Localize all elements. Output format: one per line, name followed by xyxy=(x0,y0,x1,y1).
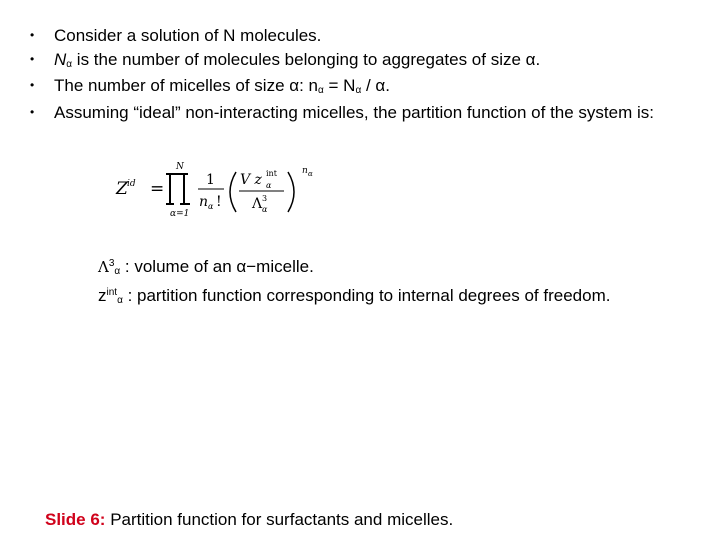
eq-frac-den-sub: α xyxy=(208,202,214,211)
bullet-symbol: N xyxy=(54,49,67,69)
def-sup: 3 xyxy=(108,258,115,269)
def-symbol: Λ xyxy=(98,258,109,276)
def-sup: int xyxy=(106,287,118,298)
bullet-dot: • xyxy=(30,51,35,66)
bullet-item xyxy=(24,24,704,48)
eq-equals: = xyxy=(150,179,165,199)
bullet-text: is the number of molecules belonging to aggregates of size α. xyxy=(72,49,541,69)
eq-inner-den-sup: 3 xyxy=(262,194,268,203)
def-text: : volume of an α−micelle. xyxy=(120,257,314,276)
bullet-text: The number of micelles of size α: n xyxy=(54,76,318,95)
bullet-text-tail: = N xyxy=(323,76,356,95)
eq-exponent: n xyxy=(302,166,308,176)
eq-prod-bottom: α=1 xyxy=(170,209,190,219)
eq-exponent-sub: α xyxy=(308,170,313,178)
slide-number-label: Slide 6: xyxy=(45,510,106,529)
bullet-subscript: α xyxy=(318,85,324,96)
def-symbol: z xyxy=(98,286,107,305)
def-sub: α xyxy=(114,266,121,277)
bullet-dot: • xyxy=(30,78,35,92)
eq-prod-top: N xyxy=(176,162,184,172)
eq-inner-num: V z xyxy=(240,172,262,188)
definition-zint xyxy=(98,283,610,312)
slide-caption: Partition function for surfactants and micelles. xyxy=(105,510,454,529)
product-symbol xyxy=(166,174,190,204)
partition-function-equation xyxy=(112,160,322,224)
definition-lambda xyxy=(98,254,610,283)
def-sub: α xyxy=(117,295,123,306)
bullet-subscript: α xyxy=(66,58,73,70)
bullet-dot: • xyxy=(30,104,35,119)
eq-frac-num: 1 xyxy=(206,172,215,188)
bullet-item xyxy=(24,101,704,125)
bullet-text: Assuming “ideal” non-interacting micelles, the partition function of the system is: xyxy=(54,102,654,122)
bullet-text-tail: / α. xyxy=(361,76,390,95)
bullet-item xyxy=(24,74,704,101)
slide-footer xyxy=(45,510,453,530)
left-paren xyxy=(230,172,236,212)
bullet-dot: • xyxy=(30,28,35,42)
right-paren xyxy=(288,172,294,212)
equation-graphic xyxy=(112,160,322,224)
eq-frac-den: n xyxy=(199,194,209,210)
eq-inner-num-sup: int xyxy=(266,169,277,178)
eq-inner-den: Λ xyxy=(252,196,263,212)
eq-inner-num-sub: α xyxy=(266,181,272,190)
eq-frac-den-tail: ! xyxy=(216,194,222,210)
symbol-definitions xyxy=(98,254,610,312)
bullet-list xyxy=(24,24,704,124)
bullet-item xyxy=(24,48,704,75)
eq-inner-den-sub: α xyxy=(262,205,268,214)
eq-lhs: Z xyxy=(116,179,128,199)
bullet-subscript: α xyxy=(355,85,362,96)
def-text: : partition function corresponding to internal degrees of freedom. xyxy=(122,286,611,305)
bullet-text: Consider a solution of N molecules. xyxy=(54,26,322,45)
eq-lhs-sup: id xyxy=(127,179,136,189)
